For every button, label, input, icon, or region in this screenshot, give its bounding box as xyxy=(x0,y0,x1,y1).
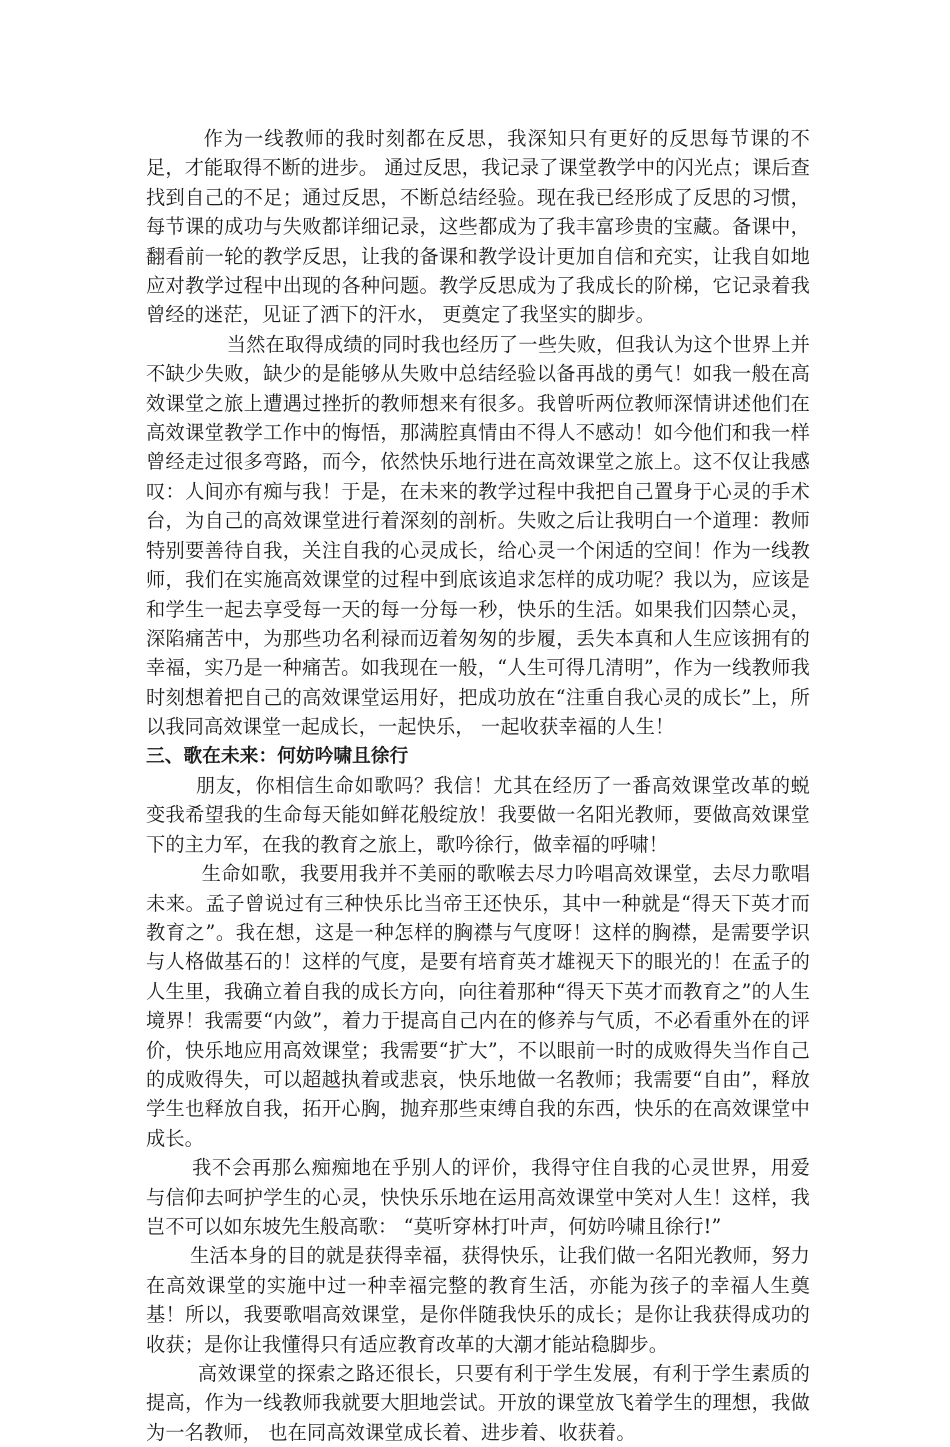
paragraph-no-longer: 我不会再那么痴痴地在乎别人的评价，我得守住自我的心灵世界，用爱与信仰去呵护学生的心灵，快快乐乐地在运用高效课堂中笑对人生！这样，我岂不可以如东坡先生般高歌： “莫听穿林打叶声，何妨吟啸且徐行!” xyxy=(146,1156,810,1239)
paragraph-life-song: 生命如歌，我要用我并不美丽的歌喉去尽力吟唱高效课堂，去尽力歌唱未来。孟子曾说过有三种快乐比当帝王还快乐，其中一种就是“得天下英才而教育之”。我在想，这是一种怎样的胸襟与气度呀！这样的胸襟，是需要学识与人格做基石的！这样的气度，是要有培育英才雄视天下的眼光的！在孟子的人生里，我确立着自我的成长方向，向往着那种“得天下英才而教育之”的人生境界！我需要“内敛”，着力于提高自己内在的修养与气质，不必看重外在的评价，快乐地应用高效课堂；我需要“扩大”，不以眼前一时的成败得失当作自己的成败得失，可以超越执着或悲哀，快乐地做一名教师；我需要“自由”，释放学生也释放自我，拓开心胸，抛弃那些束缚自我的东西，快乐的在高效课堂中成长。 xyxy=(146,862,810,1150)
paragraph-failure: 当然在取得成绩的同时我也经历了一些失败，但我认为这个世界上并不缺少失败，缺少的是能够从失败中总结经验以备再战的勇气！如我一般在高效课堂之旅上遭遇过挫折的教师想来有很多。我曾听两位教师深情讲述他们在高效课堂教学工作中的悔悟，那满腔真情由不得人不感动！如今他们和我一样曾经走过很多弯路，而今，依然快乐地行进在高效课堂之旅上。这不仅让我感叹：人间亦有痴与我！于是，在未来的教学过程中我把自己置身于心灵的手术台，为自己的高效课堂进行着深刻的剖析。失败之后让我明白一个道理：教师特别要善待自我，关注自我的心灵成长，给心灵一个闲适的空间！作为一线教师，我们在实施高效课堂的过程中到底该追求怎样的成功呢？我以为，应该是和学生一起去享受每一天的每一分每一秒，快乐的生活。如果我们囚禁心灵，深陷痛苦中，为那些功名利禄而迈着匆匆的步履，丢失本真和人生应该拥有的幸福，实乃是一种痛苦。如我现在一般，“人生可得几清明”，作为一线教师我时刻想着把自己的高效课堂运用好，把成功放在“注重自我心灵的成长”上，所以我同高效课堂一起成长，一起快乐， 一起收获幸福的人生！ xyxy=(146,332,810,739)
paragraph-purpose: 生活本身的目的就是获得幸福，获得快乐，让我们做一名阳光教师，努力在高效课堂的实施中过一种幸福完整的教育生活，亦能为孩子的幸福人生奠基！所以，我要歌唱高效课堂，是你伴随我快乐的成长；是你让我获得成功的收获；是你让我懂得只有适应教育改革的大潮才能站稳脚步。 xyxy=(146,1244,810,1356)
paragraph-exploration: 高效课堂的探索之路还很长，只要有利于学生发展，有利于学生素质的提高，作为一线教师我就要大胆地尝试。开放的课堂放飞着学生的理想，我做为一名教师， 也在同高效课堂成长着、进步着、收获着。 xyxy=(146,1362,810,1444)
paragraph-friend: 朋友，你相信生命如歌吗？我信！尤其在经历了一番高效课堂改革的蜕变我希望我的生命每天能如鲜花般绽放！我要做一名阳光教师，要做高效课堂下的主力军，在我的教育之旅上，歌吟徐行，做幸福的呼啸！ xyxy=(146,773,810,856)
section-heading: 三、歌在未来：何妨吟啸且徐行 xyxy=(146,745,409,767)
paragraph-reflection: 作为一线教师的我时刻都在反思，我深知只有更好的反思每节课的不足，才能取得不断的进步。 通过反思，我记录了课堂教学中的闪光点；课后查找到自己的不足；通过反思，不断总结经验。现在我已经形成了反思的习惯，每节课的成功与失败都详细记录，这些都成为了我丰富珍贵的宝藏。备课中，翻看前一轮的教学反思，让我的备课和教学设计更加自信和充实，让我自如地应对教学过程中出现的各种问题。教学反思成为了我成长的阶梯，它记录着我曾经的迷茫，见证了洒下的汗水， 更奠定了我坚实的脚步。 xyxy=(146,127,810,327)
document-body xyxy=(146,124,810,1447)
